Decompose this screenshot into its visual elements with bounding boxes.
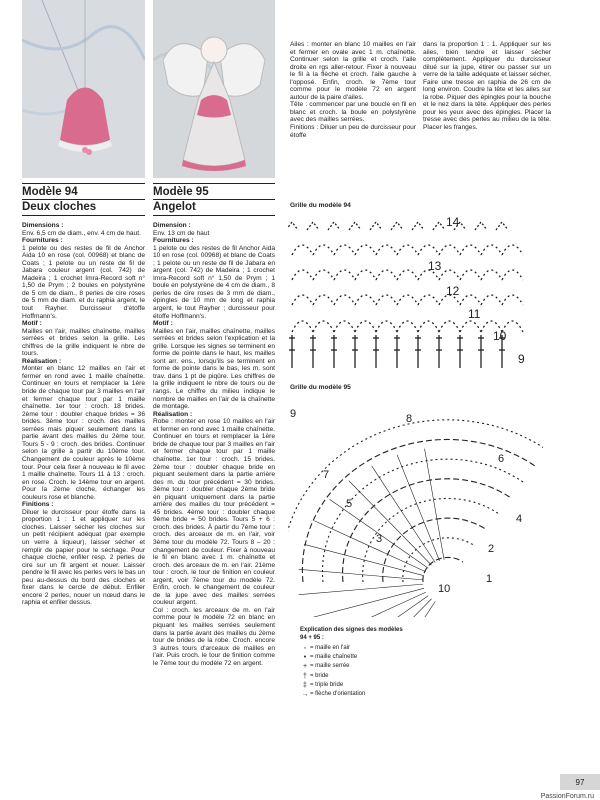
- model95-line: [153, 411, 275, 419]
- stitch-ray: [349, 481, 432, 565]
- model94-section-text: Diluer le durcisseur pour étoffe dans la proportion 1 : 1 et appliquer sur les cloches. Laisser sécher les cloches sur un petit récipient adéquat (par exemple un verre à liqueur), laisser sécher et remplir de papier pour le séchage. Pour chaque cloche, enfiler resp. 2 perles de cire sur un fil argent et nouer. Laisser pendre le fil avec les perles vers le bas un peu au-dessus du bord des cloches et fixer dans le cercle de début. Enfiler encore 2 perles, nouer un nœud dans le raphia et enfiler dessus.: [22, 508, 145, 607]
- legend-item: [300, 690, 450, 699]
- model95-section-heading: Dimension :: [153, 222, 191, 229]
- round-number: 4: [516, 513, 523, 525]
- bride-symbol: [394, 335, 400, 368]
- model94-section-text: 1 pelote ou des restes de fil de Anchor Aida 10 en rose (col. 00968) et blanc de Coats ; 1 pelote ou un reste de fil de Jabara couleur argent (col. 742) de Madeira ; 1 crochet Imra-Record soft n° 1,50 de Prym ; 2 boules en polystyrène de 5 cm de diam., 8 perles de cire roses de 5 mm de diam. et du raphia argent, le tout Rayher. Durcisseur d'étoffe Hoffmann's.: [22, 244, 145, 320]
- model95-line: [153, 230, 275, 238]
- legend-text: = triple bride: [310, 681, 344, 688]
- grid95-label: Grille du modèle 95: [290, 384, 351, 391]
- model95-section-text: 1 pelote ou des restes de fil Anchor Aida 10 en rose (col. 00968) et blanc de Coats ; 1 pelote ou un reste de fil de Jabara en argent (col. 742) de Madeira ; 1 crochet Imra-Record soft n° 1,50 de Prym ; 1 boule en polystyrène de 4 cm de diam., 8 perles de cire roses de 3 mm de diam., épingles de 10 mm de long et raphia argent, le tout Rayher ; durcisseur pour étoffe Hoffmann's.: [153, 244, 275, 320]
- legend-item: [300, 662, 450, 671]
- round-number: 1: [486, 573, 493, 585]
- model95-line: [153, 245, 275, 320]
- model95-section-heading: Motif :: [153, 320, 173, 328]
- row-number: 10: [493, 329, 507, 343]
- round-arc: [343, 479, 511, 582]
- round-number: 3: [376, 533, 383, 545]
- stitch-ray: [349, 599, 432, 617]
- row-number: 12: [446, 284, 460, 298]
- round-number: 8: [406, 413, 413, 425]
- model94-heading: [22, 183, 145, 216]
- model94-section-text: Env. 6,5 cm de diam., env. 4 cm de haut.: [22, 229, 141, 237]
- grid95-diagram: [288, 392, 543, 617]
- grid94-label: Grille du modèle 94: [290, 202, 351, 209]
- model94-line: [22, 501, 145, 509]
- row-number: 9: [518, 352, 525, 366]
- model94-line: [22, 328, 145, 358]
- page-number: 97: [560, 774, 600, 790]
- finish-paragraph: Finitions : Diluer un peu de durcisseur pour étoffe: [290, 124, 416, 139]
- round-number: 9: [290, 408, 297, 420]
- row-number: 11: [468, 307, 481, 321]
- model95-heading: [153, 183, 275, 216]
- chain-arch-symbol: [288, 222, 313, 332]
- model94-section-heading: Réalisation :: [22, 357, 62, 365]
- legend-item: [300, 653, 450, 662]
- legend: [300, 627, 450, 699]
- model95-line: [153, 607, 275, 667]
- model94-section-heading: Dimensions :: [22, 222, 64, 229]
- model94-body: [22, 222, 145, 607]
- model95-line: [153, 418, 275, 607]
- grid94-diagram: [288, 210, 543, 375]
- legend-text: = maille en l'air: [310, 645, 350, 651]
- head-paragraph: Tête : commencer par une boucle en fil en blanc et croch. la boule en polystyrène avec des mailles serrées.: [290, 101, 416, 124]
- model95-subtitle: Angelot: [153, 199, 275, 216]
- round-number: 6: [498, 453, 505, 465]
- model94-line: [22, 509, 145, 607]
- legend-title: Explication des signes des modèles 94 + 95 :: [300, 627, 403, 641]
- model94-line: [22, 237, 145, 245]
- model94-title: Modèle 94: [22, 186, 78, 198]
- model95-line: [153, 237, 275, 245]
- bride-symbol: [478, 335, 484, 368]
- legend-text: = maille chaînette: [310, 654, 358, 661]
- model95-section-heading: Fournitures :: [153, 237, 194, 245]
- legend-symbol-icon: †: [303, 672, 307, 680]
- watermark: PassionForum.ru: [540, 793, 594, 800]
- bride-symbol: [310, 335, 316, 368]
- legend-item: [300, 672, 450, 681]
- model95-section-heading: Réalisation :: [153, 410, 193, 418]
- wings-text: [290, 41, 416, 139]
- model94-line: [22, 245, 145, 320]
- model94-line: [22, 222, 145, 230]
- round-arc: [322, 459, 523, 582]
- legend-symbol-icon: +: [302, 663, 308, 671]
- bride-symbol: [289, 335, 295, 368]
- bride-symbol: [331, 335, 337, 368]
- model94-line: [22, 320, 145, 328]
- bride-symbol: [415, 335, 421, 368]
- stitch-ray: [397, 455, 439, 561]
- model94-section-text: Monter en blanc 12 mailles en l'air et fermer en rond avec 1 maille chaînette. Continuer en tours et remplacer la 1ère bride de chaque tour par 3 mailles en l'air et fermer chaque tour par 1 maille chaînette. 1er tour : croch. 18 brides. 2ème tour : doubler chaque brides = 36 brides. 3ème tour : croch. des mailles serrées mais piquer seulement dans la partie avant des mailles du 2ème tour. Tours 5 - 9 : croch. des brides. Continuer selon la grille à partir du 10ème tour. Changement de couleur après le 10ème tour. Pour cela fixer à nouveau le fil avec 1 maille chaînette. Tours 11 à 13 : croch. en rose. Croch. le 14ème tour en argent. Pour la 2ème cloche, échanger les couleurs rose et blanche.: [22, 365, 145, 501]
- row-number: 14: [446, 215, 460, 229]
- model95-section-text: Env. 13 cm de haut: [153, 229, 210, 237]
- legend-symbol-icon: ◦: [303, 645, 307, 652]
- round-number: 10: [438, 583, 451, 595]
- model95-title: Modèle 95: [153, 186, 209, 198]
- model94-subtitle: Deux cloches: [22, 199, 145, 216]
- model95-line: [153, 328, 275, 411]
- legend-symbol-icon: ‡: [303, 681, 307, 689]
- round-number: 2: [488, 543, 495, 555]
- model94-line: [22, 365, 145, 501]
- legend-text: = flèche d'orientation: [310, 691, 366, 698]
- stitch-ray: [314, 521, 425, 572]
- legend-symbol-icon: •: [303, 654, 307, 662]
- model95-section-text: Robe : monter en rose 10 mailles en l'air et fermer en rond avec 1 maille chaînette. Continuer en tours et remplacer la 1ère bride de chaque tour par 3 mailles en l'air et fermer chaque tour par 1 maille chaînette. 1er tour : croch. 15 brides. 2ème tour : doubler chaque bride en piquant seulement dans la partie arrière des m. du tour précédent = 30 brides. 3ème tour : doubler chaque 2ème bride en piquant uniquement dans la partie arrière des mailles du tour précédent = 45 brides. 4ème tour : doubler chaque 9ème bride = 50 brides. Tours 5 + 6 : croch. des brides. À partir du 7ème tour : croch. des arceaux de m. en l'air, voir 3ème tour du modèle 72. Tours 8 – 20 : changement de couleur. Fixer à nouveau le fil en blanc avec 1 m. chaînette et croch. des arceaux de m. en l'air. 21ème tour : croch. le tour de finition en couleur argent, voir 7ème tour du modèle 72. Enfin, croch. le changement de couleur de la jupe avec des mailles serrées couleur argent.: [153, 418, 275, 607]
- model94-line: [22, 358, 145, 366]
- legend-item: [300, 681, 450, 690]
- bride-symbol: [457, 335, 463, 368]
- legend-text: = maille serrée: [310, 663, 350, 670]
- bell-photo: [22, 0, 145, 178]
- round-number: 5: [346, 498, 353, 510]
- stitch-ray: [425, 449, 445, 560]
- model94-section-heading: Fournitures :: [22, 237, 63, 245]
- model95-line: [153, 222, 275, 230]
- legend-item: [300, 644, 450, 653]
- legend-text: = bride: [310, 672, 329, 679]
- legend-symbol-icon: →: [301, 691, 309, 699]
- round-number: 7: [323, 469, 330, 481]
- model94-section-heading: Finitions :: [22, 501, 54, 509]
- stitch-ray: [372, 601, 436, 617]
- model95-section-text: Col : croch. les arceaux de m. en l'air comme pour le modèle 72 en blanc en piquant les mailles serrées seulement dans la partie avant des mailles du 2ème tour de brides de la robe. Croch. encore 3 autres tours d'arceaux de mailles en l'air. Puis croch. le tour de finition comme le 7ème tour du modèle 72 en argent.: [153, 606, 275, 667]
- finish-text: [423, 41, 551, 132]
- model94-line: [22, 230, 145, 238]
- model95-body: [153, 222, 275, 667]
- angel-photo: [153, 0, 275, 178]
- bride-symbol: [352, 335, 358, 368]
- wings-paragraph: Ailes : monter en blanc 10 mailles en l'air et fermer en ovale avec 1 m. chaînette. Continuer selon la grille et croch. l'aile droite en rgs aller-retour. Fixer à nouveau le fil à la flèche et croch. l'aile gauche à l'opposé. Enfin, croch. le 7ème tour comme pour le modèle 72 en argent autour de la paire d'ailes.: [290, 41, 416, 101]
- model95-section-text: Mailles en l'air, mailles chaînette, mailles serrées et brides selon l'explication et la grille. Lorsque les signes se terminent en forme de pointe dans le haut, les mailles sont arr. ens., lorsqu'ils se terminent en forme de pointe dans le bas, les m. sont trav. dans 1 pt de piqûre. Les chiffres de la grille indiquent le nbre de tours ou de rangs. Le chiffre du milieu indique le nombre de mailles en l'air de la chaînette de montage.: [153, 327, 275, 411]
- bride-symbol: [373, 335, 379, 368]
- round-arc: [383, 518, 487, 582]
- bride-symbol: [436, 335, 442, 368]
- model94-section-text: Mailles en l'air, mailles chaînette, mailles serrées et brides selon la grille. Les chiffres de la grille indiquent le nbre de tours.: [22, 327, 145, 358]
- finish-continued-paragraph: dans la proportion 1 : 1. Appliquer sur les ailes, bien tendre et laisser sécher complètement. Appliquer du durcisseur dilué sur la jupe, étirer ou passer sur un verre de la taille adéquate et laisser sécher. Faire une tresse en raphia de 26 cm de long environ. Coudre la tête et les ailes sur la robe. Piquer des épingles pour la bouche et le nez dans la tête. Appliquer des perles pour les yeux avec des épingles. Placer la tresse avec des perles au milieu de la tête. Placer les franges.: [423, 41, 551, 132]
- stitch-ray: [314, 592, 425, 617]
- round-arc: [423, 557, 463, 582]
- model95-line: [153, 320, 275, 328]
- row-number: 13: [428, 259, 442, 273]
- model94-section-heading: Motif :: [22, 320, 42, 328]
